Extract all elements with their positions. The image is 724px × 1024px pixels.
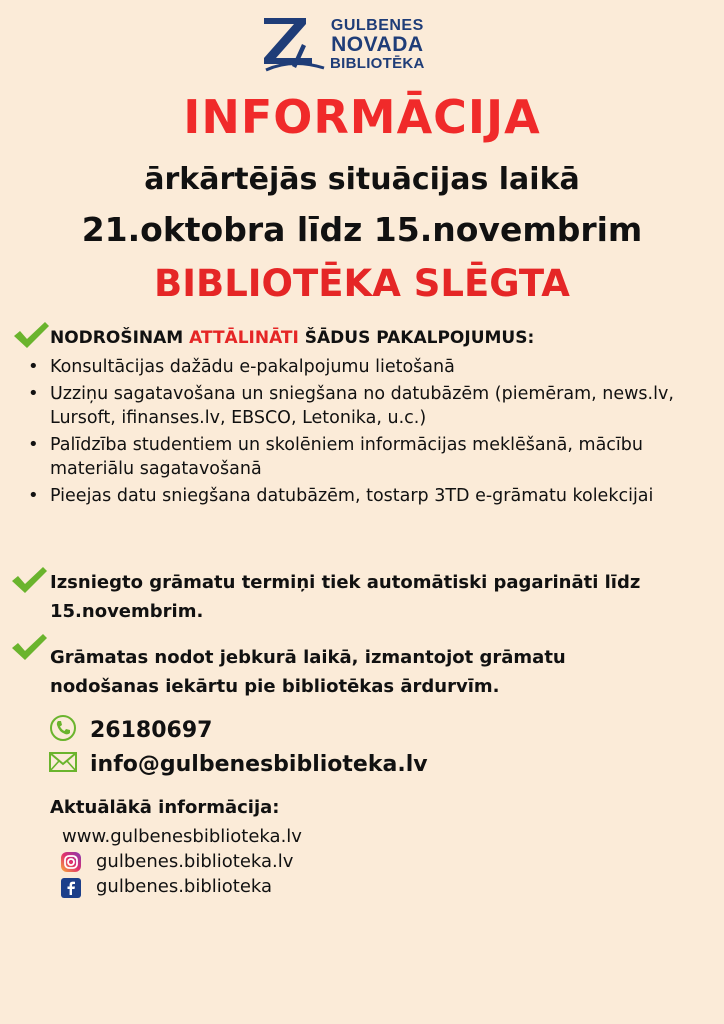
services-heading-highlight: ATTĀLINĀTI (189, 328, 299, 348)
email-address[interactable]: info@gulbenesbiblioteka.lv (90, 752, 428, 777)
library-closed-heading: BIBLIOTĒKA SLĒGTA (154, 262, 570, 305)
logo-line1: GULBENES (330, 17, 424, 34)
subtitle-dates: 21.oktobra līdz 15.novembrim (81, 210, 643, 249)
library-logo-icon (262, 14, 328, 74)
website-link[interactable]: www.gulbenesbiblioteka.lv (62, 826, 302, 847)
instagram-icon (60, 851, 82, 877)
list-item (24, 484, 714, 509)
list-item (24, 433, 714, 482)
list-item-text: Uzziņu sagatavošana un sniegšana no datubāzēm (piemēram, news.lv, Lursoft, ifinanses.lv, EBSCO, Letonika, u.c.) (50, 383, 674, 428)
services-heading (50, 328, 534, 348)
list-item-text: Pieejas datu sniegšana datubāzēm, tostarp 3TD e-grāmatu kolekcijai (50, 485, 654, 506)
logo-line2: NOVADA (331, 33, 424, 56)
check-icon (10, 632, 48, 662)
phone-number[interactable]: 26180697 (90, 718, 213, 743)
list-item: • Konsultācijas dažādu e-pakalpojumu lietošanā (24, 355, 714, 380)
instagram-handle[interactable]: gulbenes.biblioteka.lv (96, 851, 294, 872)
check-icon (12, 320, 50, 350)
phone-contact (48, 713, 212, 749)
envelope-icon (48, 750, 78, 780)
phone-icon (48, 713, 78, 749)
library-logo (262, 14, 442, 76)
list-item-text: Palīdzība studentiem un skolēniem informācijas meklēšanā, mācību materiālu sagatavošanā (50, 434, 643, 479)
services-heading-start: NODROŠINAM (50, 328, 190, 348)
notice-return-books: Grāmatas nodot jebkurā laikā, izmantojot grāmatu nodošanas iekārtu pie bibliotēkas ārdurvīm. (50, 647, 566, 697)
services-heading-end: ŠĀDUS PAKALPOJUMUS: (298, 328, 535, 348)
check-icon (10, 565, 48, 595)
email-contact (48, 750, 428, 780)
facebook-icon (60, 877, 82, 903)
page-title: INFORMĀCIJA (183, 90, 541, 144)
list-item (24, 382, 714, 431)
subtitle-situation: ārkārtējās situācijas laikā (144, 162, 580, 197)
notice-extended-loans: Izsniegto grāmatu termiņi tiek automātiski pagarināti līdz 15.novembrim. (50, 572, 641, 622)
logo-text (330, 16, 425, 73)
facebook-handle[interactable]: gulbenes.biblioteka (96, 876, 273, 897)
services-list (24, 355, 714, 510)
more-info-heading: Aktuālākā informācija: (50, 797, 280, 818)
logo-line3: BIBLIOTĒKA (330, 55, 425, 72)
